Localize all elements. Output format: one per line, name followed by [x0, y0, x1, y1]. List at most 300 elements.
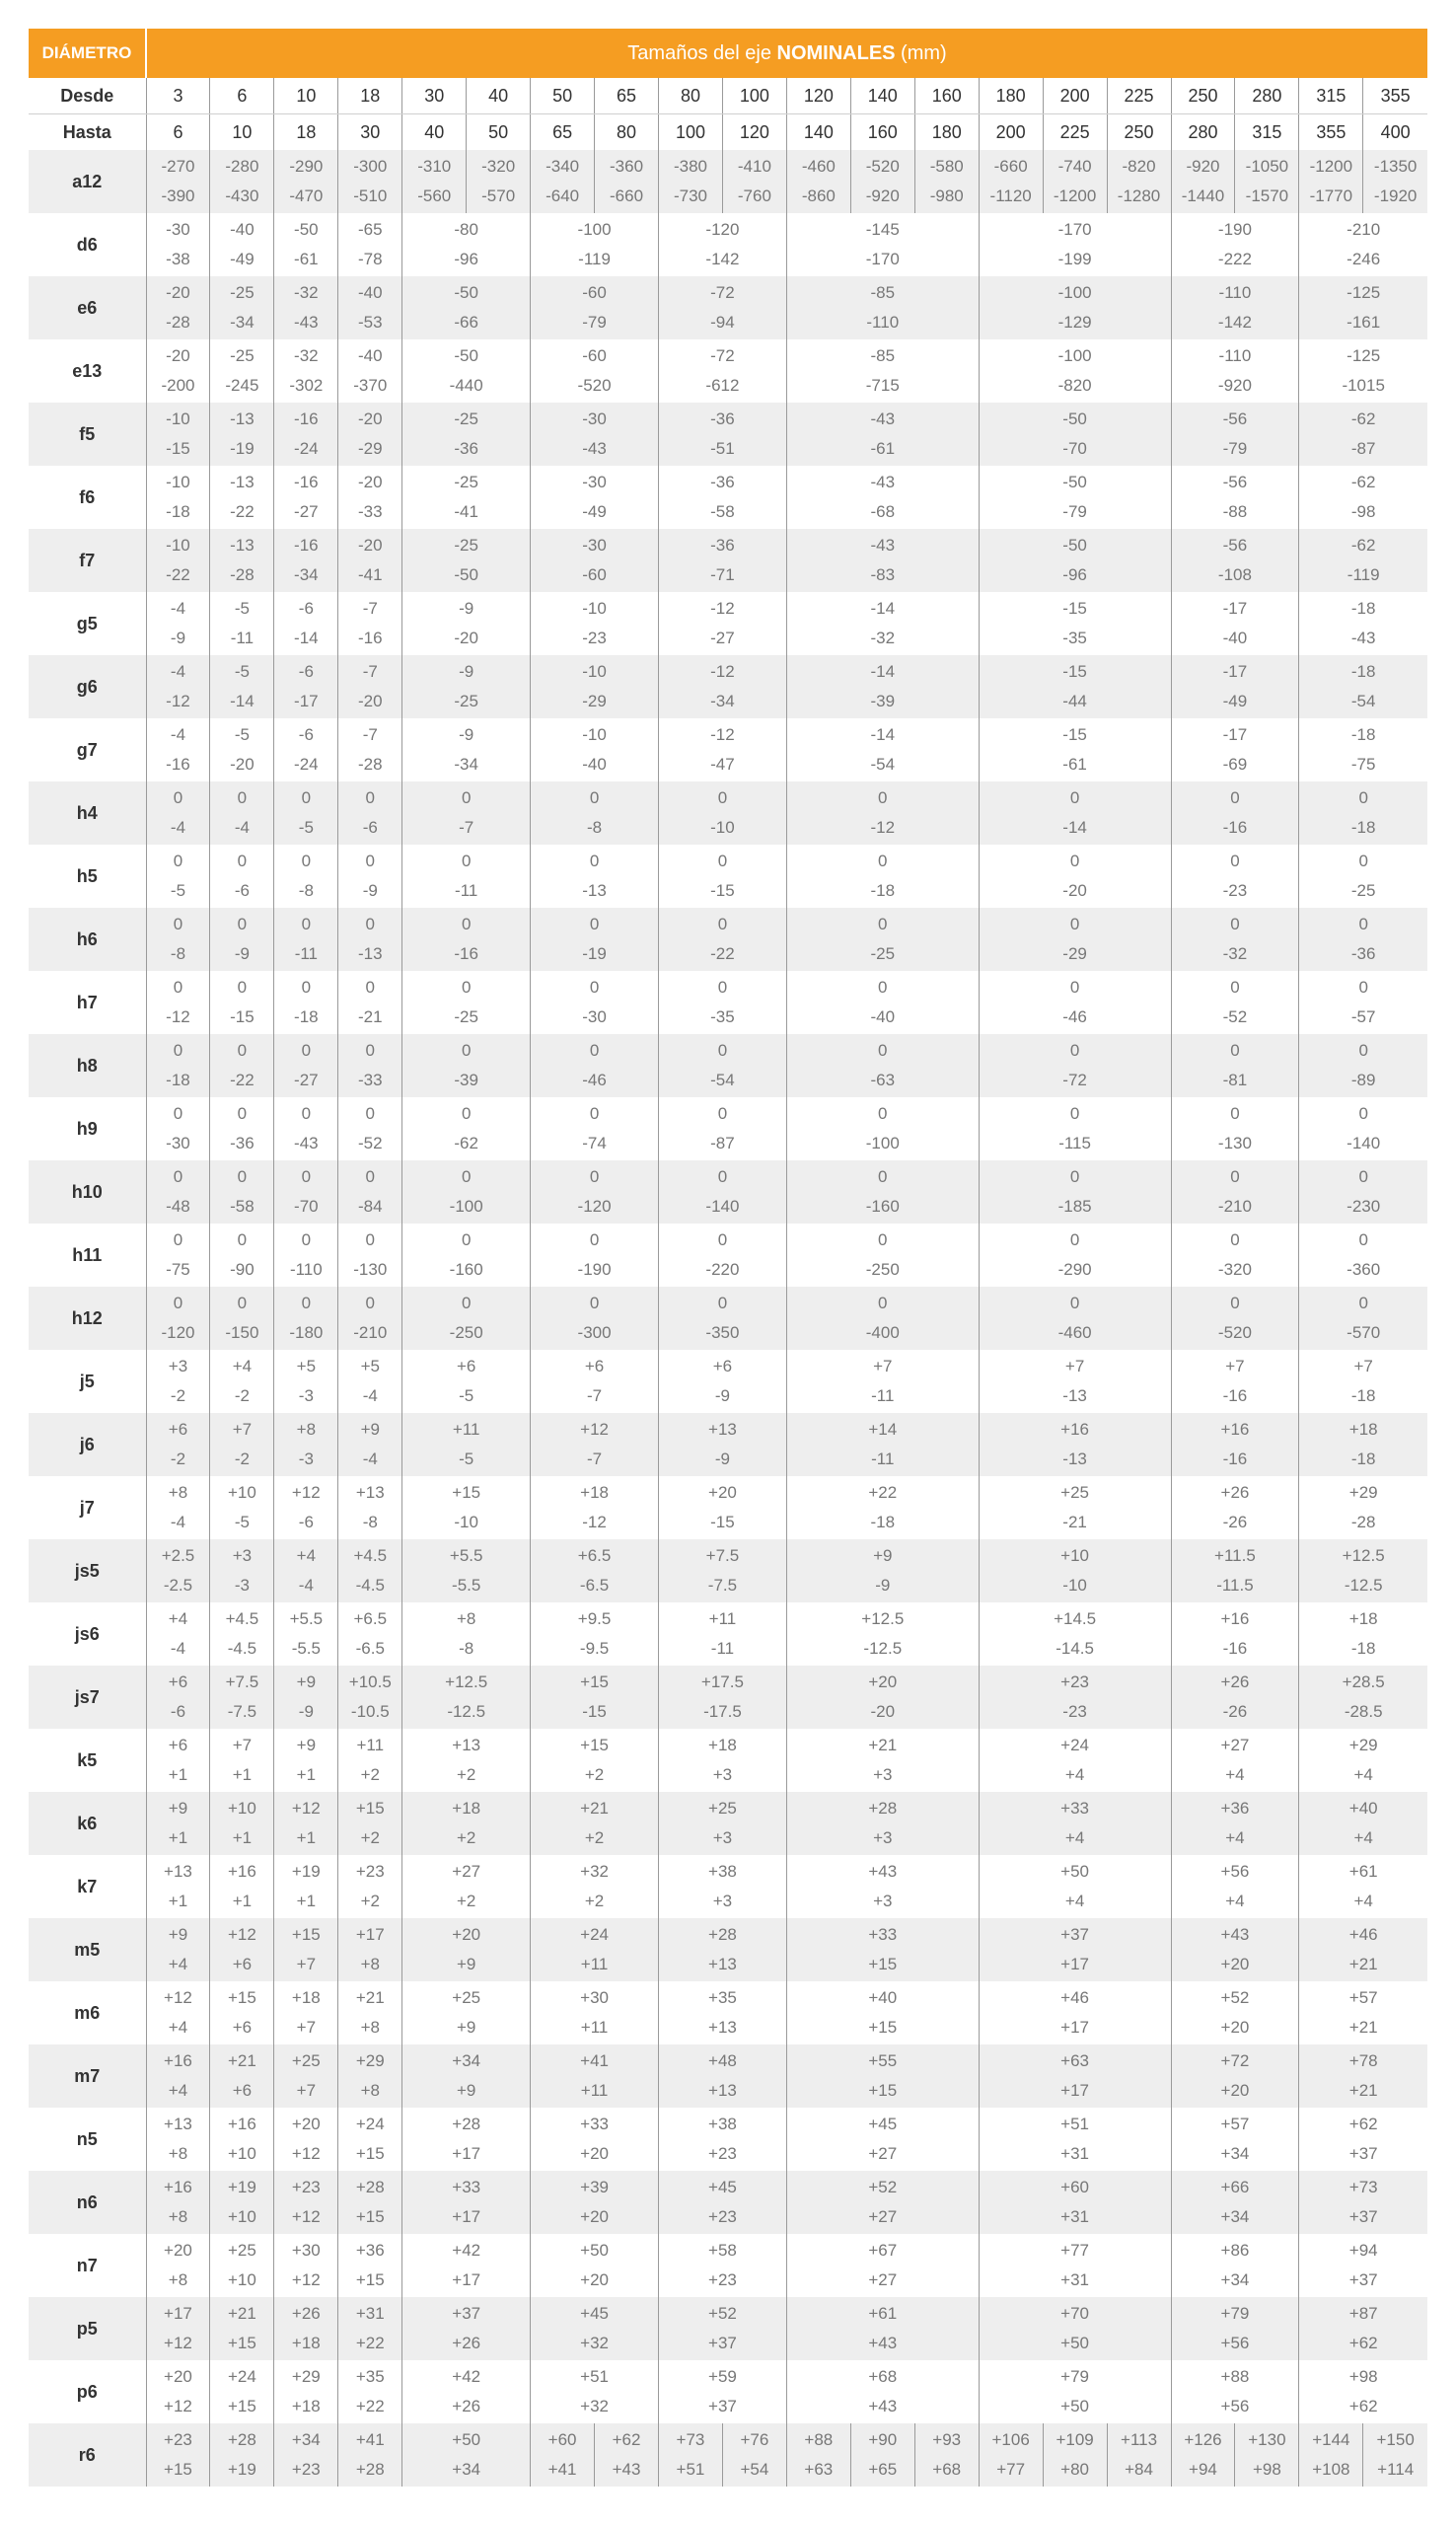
upper-deviation: +6: [168, 1736, 188, 1754]
lower-deviation: -7.5: [707, 1576, 738, 1595]
upper-deviation: 0: [717, 1104, 728, 1123]
lower-deviation: -46: [582, 1071, 607, 1089]
lower-deviation: +43: [868, 2334, 898, 2352]
lower-deviation: -52: [1222, 1007, 1248, 1026]
upper-deviation: 0: [589, 915, 600, 933]
upper-deviation: 0: [1069, 1230, 1080, 1249]
lower-deviation: +4: [168, 2018, 188, 2037]
lower-deviation: -230: [1347, 1197, 1381, 1216]
tolerance-cell: [786, 1160, 979, 1224]
upper-deviation: +106: [991, 2430, 1030, 2449]
tolerance-cell: [786, 1981, 979, 2044]
upper-deviation: +68: [868, 2367, 898, 2386]
upper-deviation: +12: [164, 1988, 192, 2007]
hasta-value: 30: [338, 114, 402, 151]
lower-deviation: -32: [870, 629, 896, 647]
lower-deviation: -25: [454, 692, 478, 710]
upper-deviation: -100: [1057, 283, 1092, 302]
desde-value: 140: [850, 78, 914, 114]
lower-deviation: -16: [1222, 1386, 1248, 1405]
upper-deviation: -20: [357, 536, 383, 555]
tolerance-cell: [979, 908, 1171, 971]
tolerance-cell: [210, 781, 274, 845]
lower-deviation: -6: [170, 1702, 186, 1721]
upper-deviation: 0: [1230, 1104, 1240, 1123]
lower-deviation: -860: [801, 186, 836, 205]
tolerance-cell: [979, 1792, 1171, 1855]
lower-deviation: +12: [291, 2144, 321, 2163]
tolerance-cell: [531, 1602, 659, 1666]
upper-deviation: -410: [737, 157, 771, 176]
upper-deviation: -40: [357, 283, 383, 302]
tolerance-class-label: h10: [29, 1160, 146, 1224]
tolerance-cell: [402, 2108, 531, 2171]
tolerance-cell: [1171, 1602, 1299, 1666]
upper-deviation: +16: [227, 2115, 256, 2133]
upper-deviation: +12.5: [445, 1672, 488, 1691]
lower-deviation: -8: [587, 818, 603, 837]
lower-deviation: -400: [865, 1323, 900, 1342]
tolerance-cell: [402, 1918, 531, 1981]
tolerance-cell: [274, 1666, 338, 1729]
lower-deviation: +20: [1220, 2018, 1250, 2037]
upper-deviation: 0: [717, 852, 728, 870]
lower-deviation: -640: [546, 186, 580, 205]
tolerance-cell: [1299, 2234, 1427, 2297]
lower-deviation: +31: [1060, 2270, 1090, 2289]
lower-deviation: +63: [804, 2460, 834, 2479]
lower-deviation: +8: [360, 1955, 380, 1973]
tolerance-cell: [979, 213, 1171, 276]
lower-deviation: -12.5: [447, 1702, 486, 1721]
tolerance-cell: [786, 1666, 979, 1729]
lower-deviation: -115: [1058, 1134, 1091, 1152]
lower-deviation: +27: [868, 2144, 898, 2163]
upper-deviation: +16: [227, 1862, 256, 1881]
upper-deviation: +26: [1220, 1483, 1250, 1502]
lower-deviation: +54: [740, 2460, 769, 2479]
lower-deviation: -96: [1062, 565, 1087, 584]
lower-deviation: -89: [1350, 1071, 1376, 1089]
tolerance-cell: [274, 1413, 338, 1476]
tolerance-row-h11: [29, 1224, 1427, 1287]
tolerance-cell: [1171, 1729, 1299, 1792]
tolerance-cell: [146, 2044, 210, 2108]
upper-deviation: +18: [1348, 1420, 1378, 1439]
lower-deviation: -510: [353, 186, 388, 205]
upper-deviation: +23: [355, 1862, 385, 1881]
tolerance-cell: [402, 2360, 531, 2423]
tolerance-cell: [659, 1350, 787, 1413]
lower-deviation: -250: [449, 1323, 483, 1342]
tolerance-cell: [659, 1413, 787, 1476]
desde-row: [29, 78, 1427, 114]
lower-deviation: +2: [456, 1828, 476, 1847]
lower-deviation: -370: [353, 376, 388, 395]
lower-deviation: -3: [234, 1576, 250, 1595]
tolerance-class-label: h7: [76, 993, 98, 1012]
lower-deviation: +15: [355, 2144, 385, 2163]
tolerance-cell: [146, 1981, 210, 2044]
upper-deviation: +6: [456, 1357, 476, 1375]
lower-deviation: -160: [449, 1260, 483, 1279]
tolerance-cell: [979, 1034, 1171, 1097]
tolerance-row-m7: [29, 2044, 1427, 2108]
upper-deviation: 0: [461, 978, 472, 997]
upper-deviation: +9: [168, 1925, 188, 1944]
upper-deviation: -145: [865, 220, 900, 239]
tolerance-cell: [1171, 1160, 1299, 1224]
tolerance-cell: [786, 1792, 979, 1855]
upper-deviation: +41: [580, 2051, 609, 2070]
upper-deviation: 0: [365, 915, 376, 933]
upper-deviation: 0: [878, 1294, 888, 1312]
lower-deviation: -2: [170, 1449, 186, 1468]
upper-deviation: 0: [301, 1167, 312, 1186]
upper-deviation: +25: [291, 2051, 321, 2070]
lower-deviation: +28: [355, 2460, 385, 2479]
tolerance-cell: [786, 2360, 979, 2423]
upper-deviation: -13: [230, 536, 255, 555]
upper-deviation: 0: [1069, 1041, 1080, 1060]
lower-deviation: -170: [865, 250, 900, 268]
tolerance-cell: [786, 529, 979, 592]
tolerance-cell: [659, 718, 787, 781]
upper-deviation: -280: [225, 157, 259, 176]
tolerance-cell: [338, 1602, 402, 1666]
tolerance-cell: [1171, 466, 1299, 529]
tolerance-cell: [146, 1476, 210, 1539]
lower-deviation: -12: [166, 1007, 190, 1026]
tolerance-cell: [402, 276, 531, 339]
lower-deviation: +15: [227, 2334, 256, 2352]
lower-deviation: -15: [582, 1702, 607, 1721]
upper-deviation: -9: [459, 725, 474, 744]
tolerance-cell: [210, 1224, 274, 1287]
upper-deviation: +16: [1220, 1609, 1250, 1628]
lower-deviation: +4: [168, 1955, 188, 1973]
upper-deviation: 0: [589, 1104, 600, 1123]
upper-deviation: +60: [547, 2430, 577, 2449]
lower-deviation: -2: [234, 1386, 250, 1405]
tolerance-class-label: h12: [29, 1287, 146, 1350]
upper-deviation: 0: [237, 1104, 248, 1123]
lower-deviation: +37: [1348, 2207, 1378, 2226]
upper-deviation: +9: [360, 1420, 380, 1439]
lower-deviation: -119: [1347, 565, 1380, 584]
upper-deviation: +20: [452, 1925, 481, 1944]
lower-deviation: -69: [1222, 755, 1248, 774]
upper-deviation: +45: [580, 2304, 609, 2323]
tolerance-row-m6: [29, 1981, 1427, 2044]
tolerance-cell: [1171, 2171, 1299, 2234]
lower-deviation: +15: [164, 2460, 192, 2479]
lower-deviation: +22: [355, 2334, 385, 2352]
upper-deviation: +26: [1220, 1672, 1250, 1691]
tolerance-row-e13: [29, 339, 1427, 403]
upper-deviation: -14: [870, 599, 896, 618]
lower-deviation: -120: [577, 1197, 612, 1216]
tolerance-class-label: a12: [29, 150, 146, 213]
tolerance-cell: [531, 781, 659, 845]
upper-deviation: +43: [1220, 1925, 1250, 1944]
lower-deviation: -28.5: [1344, 1702, 1383, 1721]
upper-deviation: +21: [580, 1799, 609, 1818]
tolerance-cell: [274, 1476, 338, 1539]
tolerance-cell: [1171, 1224, 1299, 1287]
lower-deviation: +12: [291, 2270, 321, 2289]
upper-deviation: 0: [237, 788, 248, 807]
tolerance-cell: [979, 1602, 1171, 1666]
lower-deviation: -1120: [989, 186, 1032, 205]
tolerance-cell: [786, 2423, 850, 2487]
tolerance-cell: [338, 1350, 402, 1413]
upper-deviation: +38: [708, 1862, 737, 1881]
tolerance-cell: [146, 276, 210, 339]
lower-deviation: +17: [452, 2144, 481, 2163]
upper-deviation: +76: [740, 2430, 769, 2449]
upper-deviation: 0: [365, 852, 376, 870]
lower-deviation: +26: [452, 2397, 481, 2415]
upper-deviation: 0: [173, 1167, 183, 1186]
lower-deviation: -16: [357, 629, 383, 647]
lower-deviation: +11: [580, 2081, 609, 2100]
tolerance-cell: [659, 466, 787, 529]
tolerance-class-label: f7: [29, 529, 146, 592]
tolerance-cell: [1299, 1792, 1427, 1855]
upper-deviation: -210: [1347, 220, 1381, 239]
lower-deviation: -11.5: [1216, 1576, 1254, 1595]
upper-deviation: -25: [230, 283, 255, 302]
tolerance-cell: [786, 1855, 979, 1918]
lower-deviation: +51: [676, 2460, 705, 2479]
lower-deviation: -50: [454, 565, 478, 584]
tolerance-cell: [1171, 529, 1299, 592]
tolerance-cell: [402, 1666, 531, 1729]
upper-deviation: -13: [230, 409, 255, 428]
upper-deviation: -50: [454, 346, 478, 365]
upper-deviation: -460: [801, 157, 836, 176]
upper-deviation: +8: [296, 1420, 317, 1439]
upper-deviation: +17.5: [700, 1672, 744, 1691]
tolerance-row-a12: [29, 150, 1427, 213]
desde-value: 200: [1043, 78, 1107, 114]
upper-deviation: +28: [452, 2115, 481, 2133]
upper-deviation: +6.5: [353, 1609, 388, 1628]
tolerance-cell: [531, 1034, 659, 1097]
upper-deviation: -340: [546, 157, 580, 176]
tolerance-cell: [531, 655, 659, 718]
tolerance-cell: [146, 1097, 210, 1160]
lower-deviation: -140: [705, 1197, 740, 1216]
lower-deviation: -79: [1062, 502, 1087, 521]
lower-deviation: +37: [1348, 2144, 1378, 2163]
lower-deviation: +1: [232, 1828, 253, 1847]
tolerance-cell: [786, 908, 979, 971]
upper-deviation: +6: [584, 1357, 605, 1375]
upper-deviation: 0: [878, 788, 888, 807]
upper-deviation: 0: [1230, 852, 1240, 870]
tolerance-class-label: h4: [29, 781, 146, 845]
tolerance-cell: [786, 150, 850, 213]
upper-deviation: 0: [365, 1294, 376, 1312]
upper-deviation: +36: [355, 2241, 385, 2260]
tolerance-cell: [402, 1602, 531, 1666]
upper-deviation: 0: [1230, 915, 1240, 933]
lower-deviation: -38: [166, 250, 190, 268]
lower-deviation: +15: [868, 2081, 898, 2100]
upper-deviation: +12.5: [1342, 1546, 1385, 1565]
tolerance-cell: [979, 1287, 1171, 1350]
tolerance-class-label: h11: [72, 1245, 103, 1265]
upper-deviation: -660: [993, 157, 1028, 176]
tolerance-cell: [786, 1224, 979, 1287]
tolerance-class-label: h5: [76, 866, 98, 886]
lower-deviation: +3: [873, 1765, 893, 1784]
tolerance-cell: [274, 845, 338, 908]
tolerance-cell: [979, 655, 1171, 718]
tolerance-cell: [531, 1097, 659, 1160]
tolerance-cell: [979, 845, 1171, 908]
lower-deviation: -570: [481, 186, 516, 205]
upper-deviation: +14: [868, 1420, 898, 1439]
tolerance-cell: [274, 655, 338, 718]
lower-deviation: -190: [577, 1260, 612, 1279]
upper-deviation: +57: [1220, 2115, 1250, 2133]
upper-deviation: 0: [878, 1167, 888, 1186]
tolerance-row-f7: [29, 529, 1427, 592]
tolerance-row-e6: [29, 276, 1427, 339]
tolerance-cell: [402, 2297, 531, 2360]
tolerance-cell: [1171, 1918, 1299, 1981]
tolerance-cell: [210, 529, 274, 592]
upper-deviation: -580: [929, 157, 964, 176]
lower-deviation: +17: [1060, 2081, 1090, 2100]
tolerance-cell: [274, 529, 338, 592]
tolerance-cell: [274, 1981, 338, 2044]
tolerance-cell: [1299, 1602, 1427, 1666]
lower-deviation: -3: [298, 1449, 314, 1468]
tolerance-class-label: m7: [29, 2044, 146, 2108]
lower-deviation: +1: [168, 1765, 188, 1784]
upper-deviation: +4.5: [225, 1609, 259, 1628]
tolerance-cell: [1299, 1476, 1427, 1539]
lower-deviation: +12: [164, 2397, 192, 2415]
tolerance-cell: [1299, 466, 1427, 529]
lower-deviation: -1770: [1309, 186, 1353, 205]
tolerance-row-g6: [29, 655, 1427, 718]
upper-deviation: +15: [580, 1672, 609, 1691]
tolerance-cell: [210, 1413, 274, 1476]
lower-deviation: -36: [230, 1134, 255, 1152]
tolerance-cell: [402, 403, 531, 466]
tolerance-cell: [786, 2044, 979, 2108]
tolerance-cell: [659, 1224, 787, 1287]
upper-deviation: 0: [237, 1230, 248, 1249]
upper-deviation: -20: [166, 283, 190, 302]
tolerance-cell: [786, 2108, 979, 2171]
tolerance-cell: [146, 781, 210, 845]
lower-deviation: -470: [289, 186, 324, 205]
upper-deviation: -9: [459, 662, 474, 681]
lower-deviation: +18: [291, 2397, 321, 2415]
lower-deviation: -320: [1217, 1260, 1252, 1279]
upper-deviation: -100: [577, 220, 612, 239]
lower-deviation: -100: [865, 1134, 900, 1152]
upper-deviation: +13: [708, 1420, 737, 1439]
lower-deviation: -250: [865, 1260, 900, 1279]
upper-deviation: -32: [294, 346, 319, 365]
tolerance-cell: [274, 1792, 338, 1855]
lower-deviation: -51: [710, 439, 735, 458]
tolerance-class-label: e6: [29, 276, 146, 339]
tolerance-cell: [1299, 1855, 1427, 1918]
tolerance-cell: [1299, 1287, 1427, 1350]
tolerance-cell: [1299, 1981, 1427, 2044]
lower-deviation: +6: [232, 2081, 253, 2100]
lower-deviation: +9: [456, 1955, 476, 1973]
lower-deviation: -48: [166, 1197, 190, 1216]
upper-deviation: 0: [173, 978, 183, 997]
upper-deviation: 0: [1230, 1294, 1240, 1312]
upper-deviation: 0: [717, 1167, 728, 1186]
tolerance-cell: [210, 1287, 274, 1350]
tolerance-cell: [659, 2108, 787, 2171]
upper-deviation: 0: [589, 1294, 600, 1312]
hasta-value: 400: [1363, 114, 1427, 151]
tolerance-cell: [338, 1918, 402, 1981]
lower-deviation: +68: [932, 2460, 962, 2479]
lower-deviation: -200: [161, 376, 195, 395]
tolerance-cell: [1171, 403, 1299, 466]
upper-deviation: +20: [164, 2367, 192, 2386]
lower-deviation: -25: [1350, 881, 1376, 900]
upper-deviation: 0: [878, 915, 888, 933]
tolerance-row-k6: [29, 1792, 1427, 1855]
tolerance-cell: [531, 2234, 659, 2297]
tolerance-cell: [1299, 1224, 1427, 1287]
upper-deviation: +7.5: [705, 1546, 740, 1565]
upper-deviation: +16: [1220, 1420, 1250, 1439]
upper-deviation: -13: [230, 473, 255, 491]
lower-deviation: +62: [1348, 2334, 1378, 2352]
upper-deviation: +78: [1348, 2051, 1378, 2070]
upper-deviation: -100: [1057, 346, 1092, 365]
upper-deviation: 0: [1069, 852, 1080, 870]
upper-deviation: -12: [710, 599, 735, 618]
tolerance-cell: [786, 276, 979, 339]
tolerance-cell: [531, 1160, 659, 1224]
upper-deviation: 0: [461, 788, 472, 807]
upper-deviation: -56: [1222, 473, 1248, 491]
upper-deviation: +29: [355, 2051, 385, 2070]
lower-deviation: +34: [1220, 2270, 1250, 2289]
lower-deviation: -36: [454, 439, 478, 458]
lower-deviation: -15: [710, 1513, 735, 1531]
tolerance-cell: [146, 403, 210, 466]
upper-deviation: -20: [166, 346, 190, 365]
upper-deviation: +10: [227, 1799, 256, 1818]
lower-deviation: +4: [1064, 1892, 1085, 1910]
tolerance-cell: [979, 529, 1171, 592]
lower-deviation: -94: [710, 313, 735, 332]
upper-deviation: -4: [170, 599, 186, 618]
tolerance-class-label: p5: [29, 2297, 146, 2360]
upper-deviation: -320: [481, 157, 516, 176]
upper-deviation: 0: [1230, 1041, 1240, 1060]
tolerance-cell: [1171, 276, 1299, 339]
lower-deviation: -6.5: [355, 1639, 385, 1658]
